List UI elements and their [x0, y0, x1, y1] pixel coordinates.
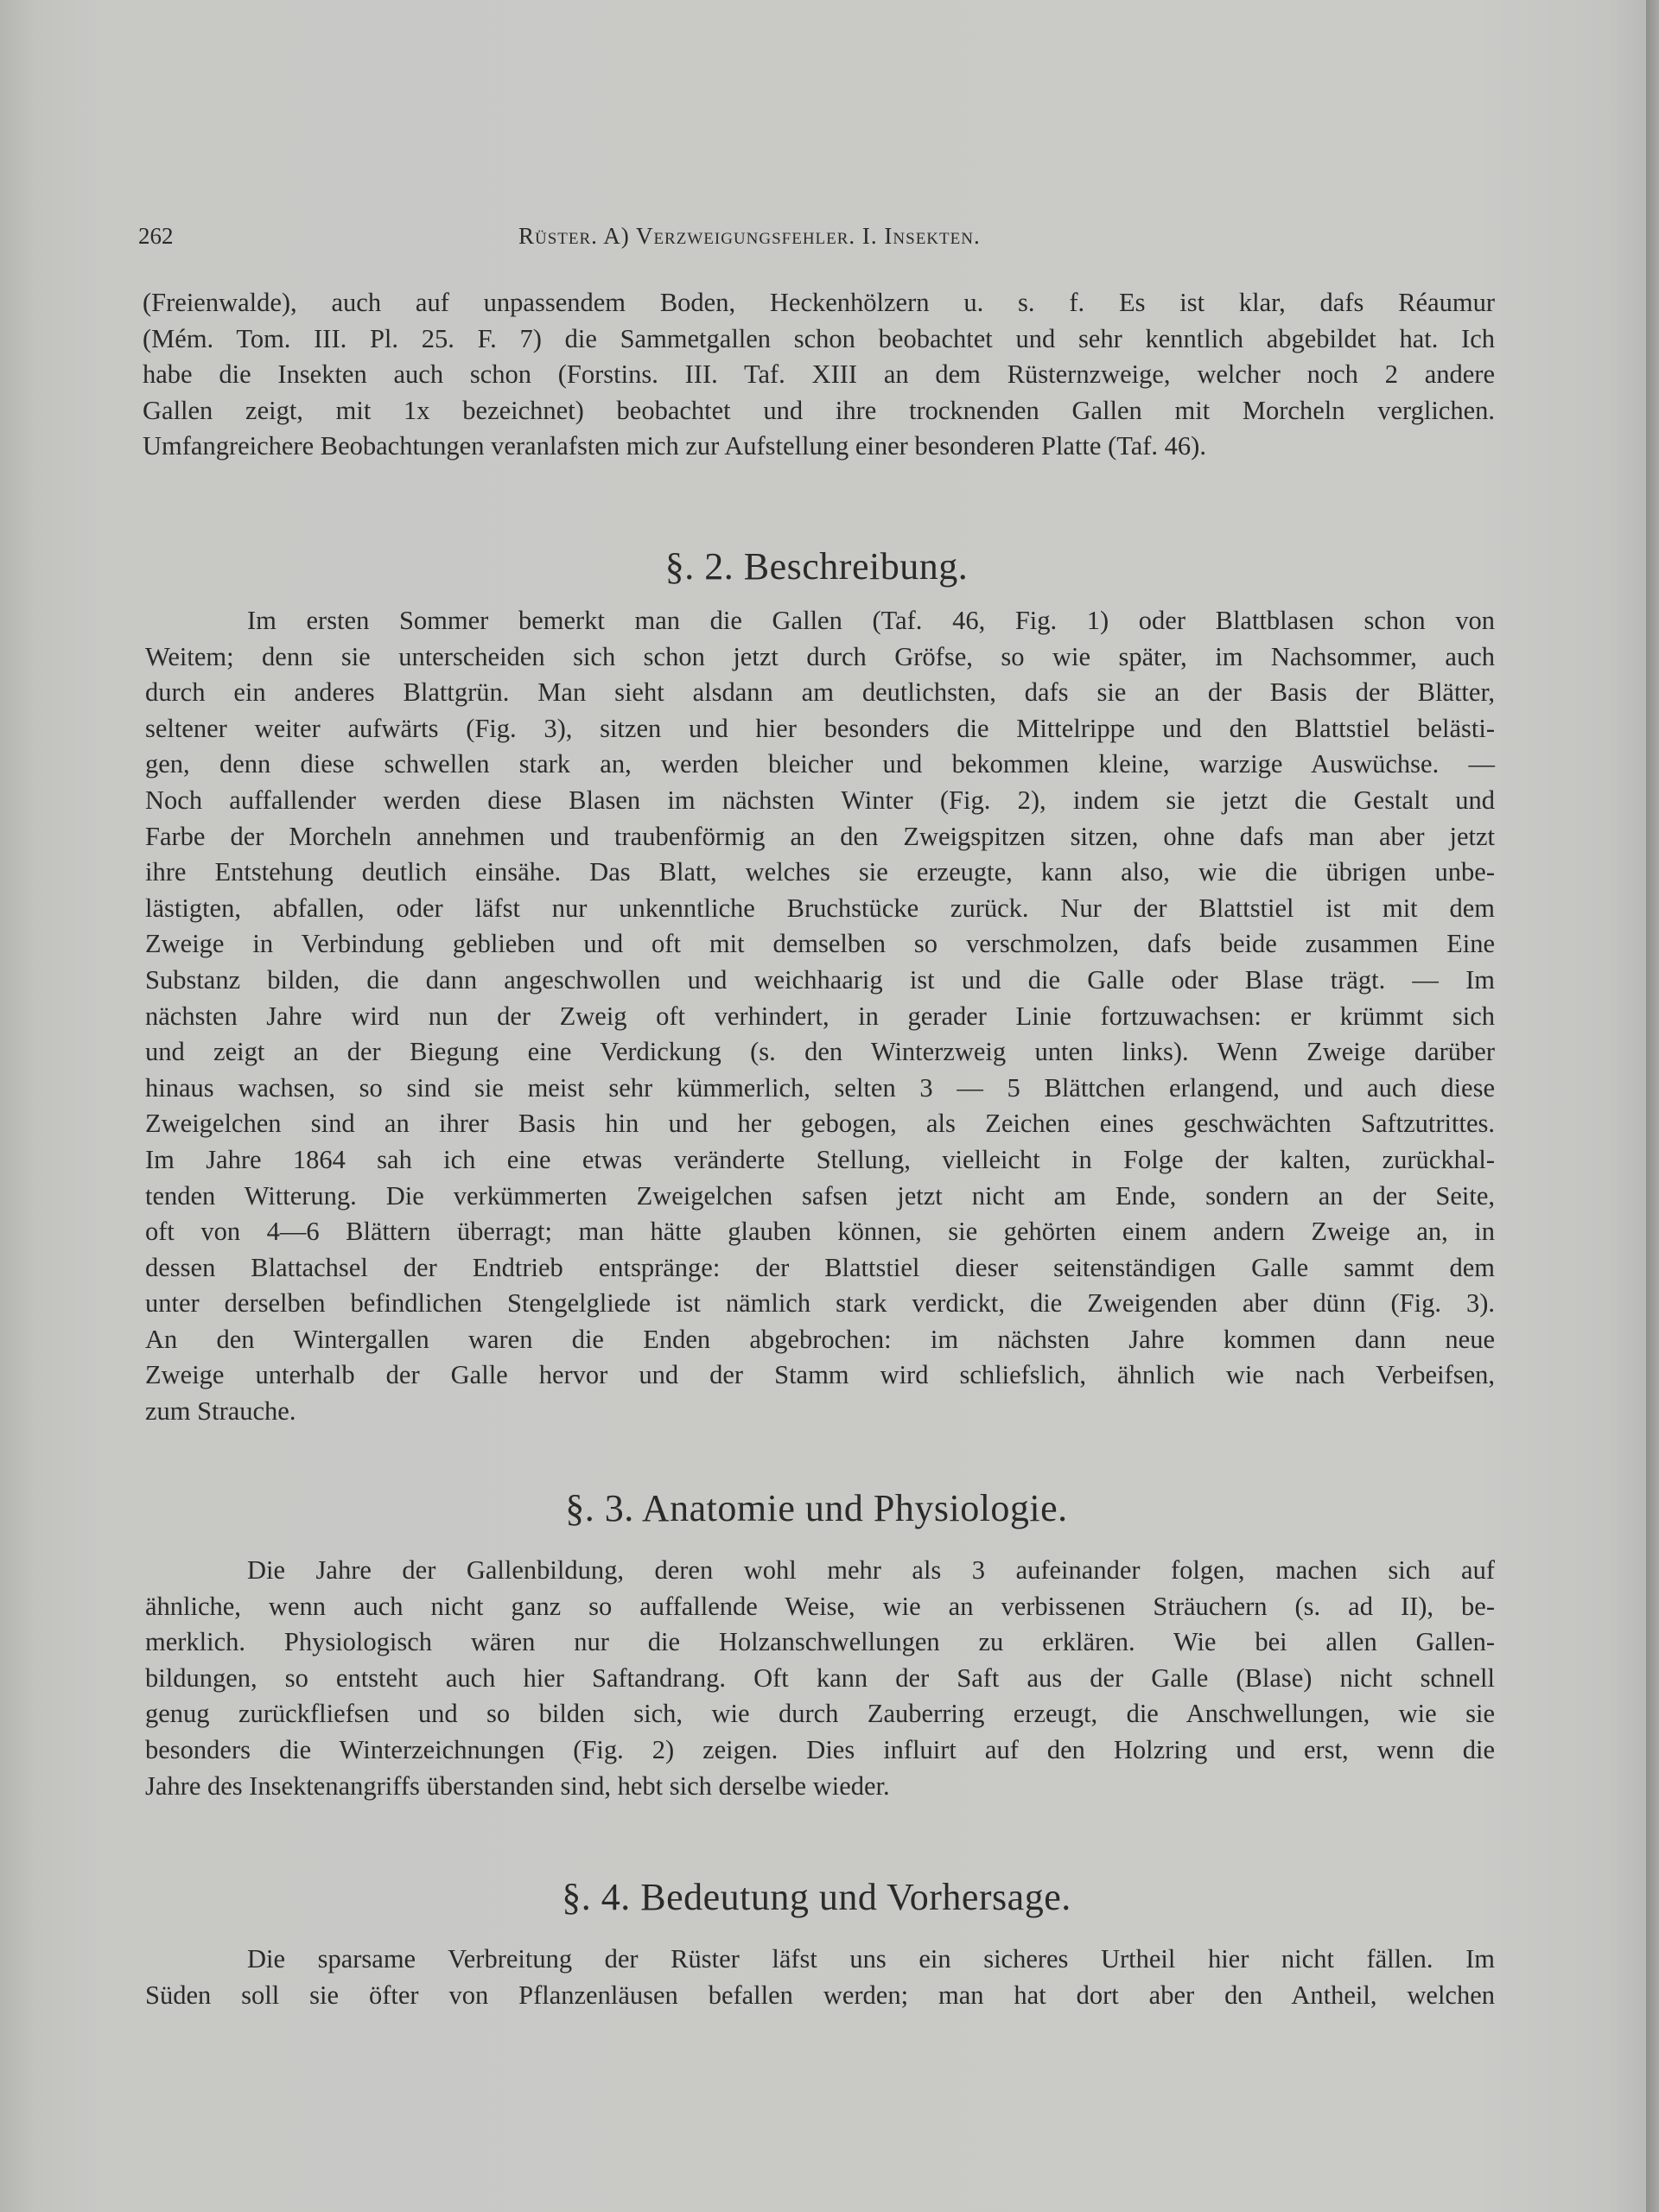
text-line: Umfangreichere Beobachtungen veranlafsten mich zur Aufstellung einer besonderen Platte (Taf. 46). — [143, 431, 1206, 461]
text-line: Weitem; denn sie unterscheiden sich schon jetzt durch Gröfse, so wie später, im Nachsommer, auch — [145, 641, 1495, 671]
text-line: Zweige unterhalb der Galle hervor und der Stamm wird schliefslich, ähnlich wie nach Verbeifsen, — [145, 1360, 1495, 1390]
page-number: 262 — [138, 223, 174, 249]
text-line: Substanz bilden, die dann angeschwollen und weichhaarig ist und die Galle oder Blase trägt. — Im — [145, 964, 1495, 995]
text-line: Zweige in Verbindung geblieben und oft mit demselben so verschmolzen, dafs beide zusammen Eine — [145, 929, 1495, 959]
text-line: Im ersten Sommer bemerkt man die Gallen (Taf. 46, Fig. 1) oder Blattblasen schon von — [247, 606, 1495, 635]
text-line: durch ein anderes Blattgrün. Man sieht alsdann am deutlichsten, dafs sie an der Basis der Blätter, — [145, 677, 1495, 708]
text-line: dessen Blattachsel der Endtrieb entspränge: der Blattstiel dieser seitenständigen Galle sammt dem — [145, 1252, 1495, 1282]
text-line: ähnliche, wenn auch nicht ganz so auffallende Weise, wie an verbissenen Sträuchern (s. ad II), be- — [145, 1591, 1495, 1621]
text-line: Die Jahre der Gallenbildung, deren wohl mehr als 3 aufeinander folgen, machen sich auf — [247, 1555, 1495, 1585]
text-line: nächsten Jahre wird nun der Zweig oft verhindert, in gerader Linie fortzuwachsen: er krümmt sich — [145, 1001, 1495, 1031]
text-line: seltener weiter aufwärts (Fig. 3), sitzen und hier besonders die Mittelrippe und den Blattstiel belästi- — [145, 713, 1495, 743]
text-line: habe die Insekten auch schon (Forstins. III. Taf. XIII an dem Rüsternzweige, welcher noch 2 andere — [143, 359, 1495, 390]
text-line: gen, denn diese schwellen stark an, werden bleicher und bekommen kleine, warzige Auswüchse. — — [145, 749, 1495, 779]
intro-paragraph — [143, 285, 1495, 465]
text-line: tenden Witterung. Die verkümmerten Zweigelchen safsen jetzt nicht am Ende, sondern an der Seite, — [145, 1180, 1495, 1211]
text-line: Noch auffallender werden diese Blasen im nächsten Winter (Fig. 2), indem sie jetzt die Gestalt und — [145, 785, 1495, 815]
text-line: ihre Entstehung deutlich einsähe. Das Blatt, welches sie erzeugte, kann also, wie die übrigen unbe- — [145, 857, 1495, 887]
section-heading-anatomie: §. 3. Anatomie und Physiologie. — [565, 1487, 1068, 1529]
section-4-paragraph — [145, 1942, 1495, 2013]
text-line: Gallen zeigt, mit 1x bezeichnet) beobachtet und ihre trocknenden Gallen mit Morcheln verglichen. — [143, 395, 1495, 425]
text-line: Die sparsame Verbreitung der Rüster läfst uns ein sicheres Urtheil hier nicht fällen. Im — [247, 1944, 1495, 1974]
text-line: genug zurückfliefsen und so bilden sich, wie durch Zauberring erzeugt, die Anschwellungen, wie sie — [145, 1699, 1495, 1729]
text-line: Jahre des Insektenangriffs überstanden sind, hebt sich derselbe wieder. — [145, 1770, 890, 1801]
text-line: oft von 4—6 Blättern überragt; man hätte glauben können, sie gehörten einem andern Zweige an, in — [145, 1217, 1495, 1247]
text-line: Zweigelchen sind an ihrer Basis hin und her gebogen, als Zeichen eines geschwächten Saftzutrittes. — [145, 1109, 1495, 1139]
text-line: besonders die Winterzeichnungen (Fig. 2) zeigen. Dies influirt auf den Holzring und erst, wenn die — [145, 1734, 1495, 1764]
text-line: An den Wintergallen waren die Enden abgebrochen: im nächsten Jahre kommen dann neue — [145, 1324, 1495, 1354]
page-edge-shadow — [1646, 0, 1659, 2212]
text-line: und zeigt an der Biegung eine Verdickung (s. den Winterzweig unten links). Wenn Zweige darüber — [145, 1037, 1495, 1067]
running-title: Rüster. A) Verzweigungsfehler. I. Insekten. — [518, 223, 981, 249]
text-line: lästigten, abfallen, oder läfst nur unkenntliche Bruchstücke zurück. Nur der Blattstiel ist mit dem — [145, 893, 1495, 923]
text-line: unter derselben befindlichen Stengelgliede ist nämlich stark verdickt, die Zweigenden aber dünn (Fig. 3). — [145, 1288, 1495, 1319]
section-heading-bedeutung: §. 4. Bedeutung und Vorhersage. — [562, 1876, 1071, 1918]
text-line: Farbe der Morcheln annehmen und traubenförmig an den Zweigspitzen sitzen, ohne dafs man aber jetzt — [145, 821, 1495, 851]
section-heading-beschreibung: §. 2. Beschreibung. — [664, 545, 969, 588]
text-line: (Freienwalde), auch auf unpassendem Boden, Heckenhölzern u. s. f. Es ist klar, dafs Réaumur — [143, 288, 1495, 317]
text-line: Süden soll sie öfter von Pflanzenläusen befallen werden; man hat dort aber den Antheil, welchen — [145, 1980, 1495, 2010]
text-line: bildungen, so entsteht auch hier Saftandrang. Oft kann der Saft aus der Galle (Blase) nicht schnell — [145, 1662, 1495, 1693]
text-line: hinaus wachsen, so sind sie meist sehr kümmerlich, selten 3 — 5 Blättchen erlangend, und auch diese — [145, 1072, 1495, 1103]
section-2-paragraph — [145, 603, 1495, 1430]
page-header — [138, 223, 1495, 257]
section-3-paragraph — [145, 1553, 1495, 1804]
text-line: merklich. Physiologisch wären nur die Holzanschwellungen zu erklären. Wie bei allen Gallen- — [145, 1627, 1495, 1657]
text-line: (Mém. Tom. III. Pl. 25. F. 7) die Sammetgallen schon beobachtet und sehr kenntlich abgebildet hat. Ich — [143, 323, 1495, 353]
text-line: zum Strauche. — [145, 1396, 296, 1427]
text-line: Im Jahre 1864 sah ich eine etwas veränderte Stellung, vielleicht in Folge der kalten, zurückhal- — [145, 1144, 1495, 1174]
